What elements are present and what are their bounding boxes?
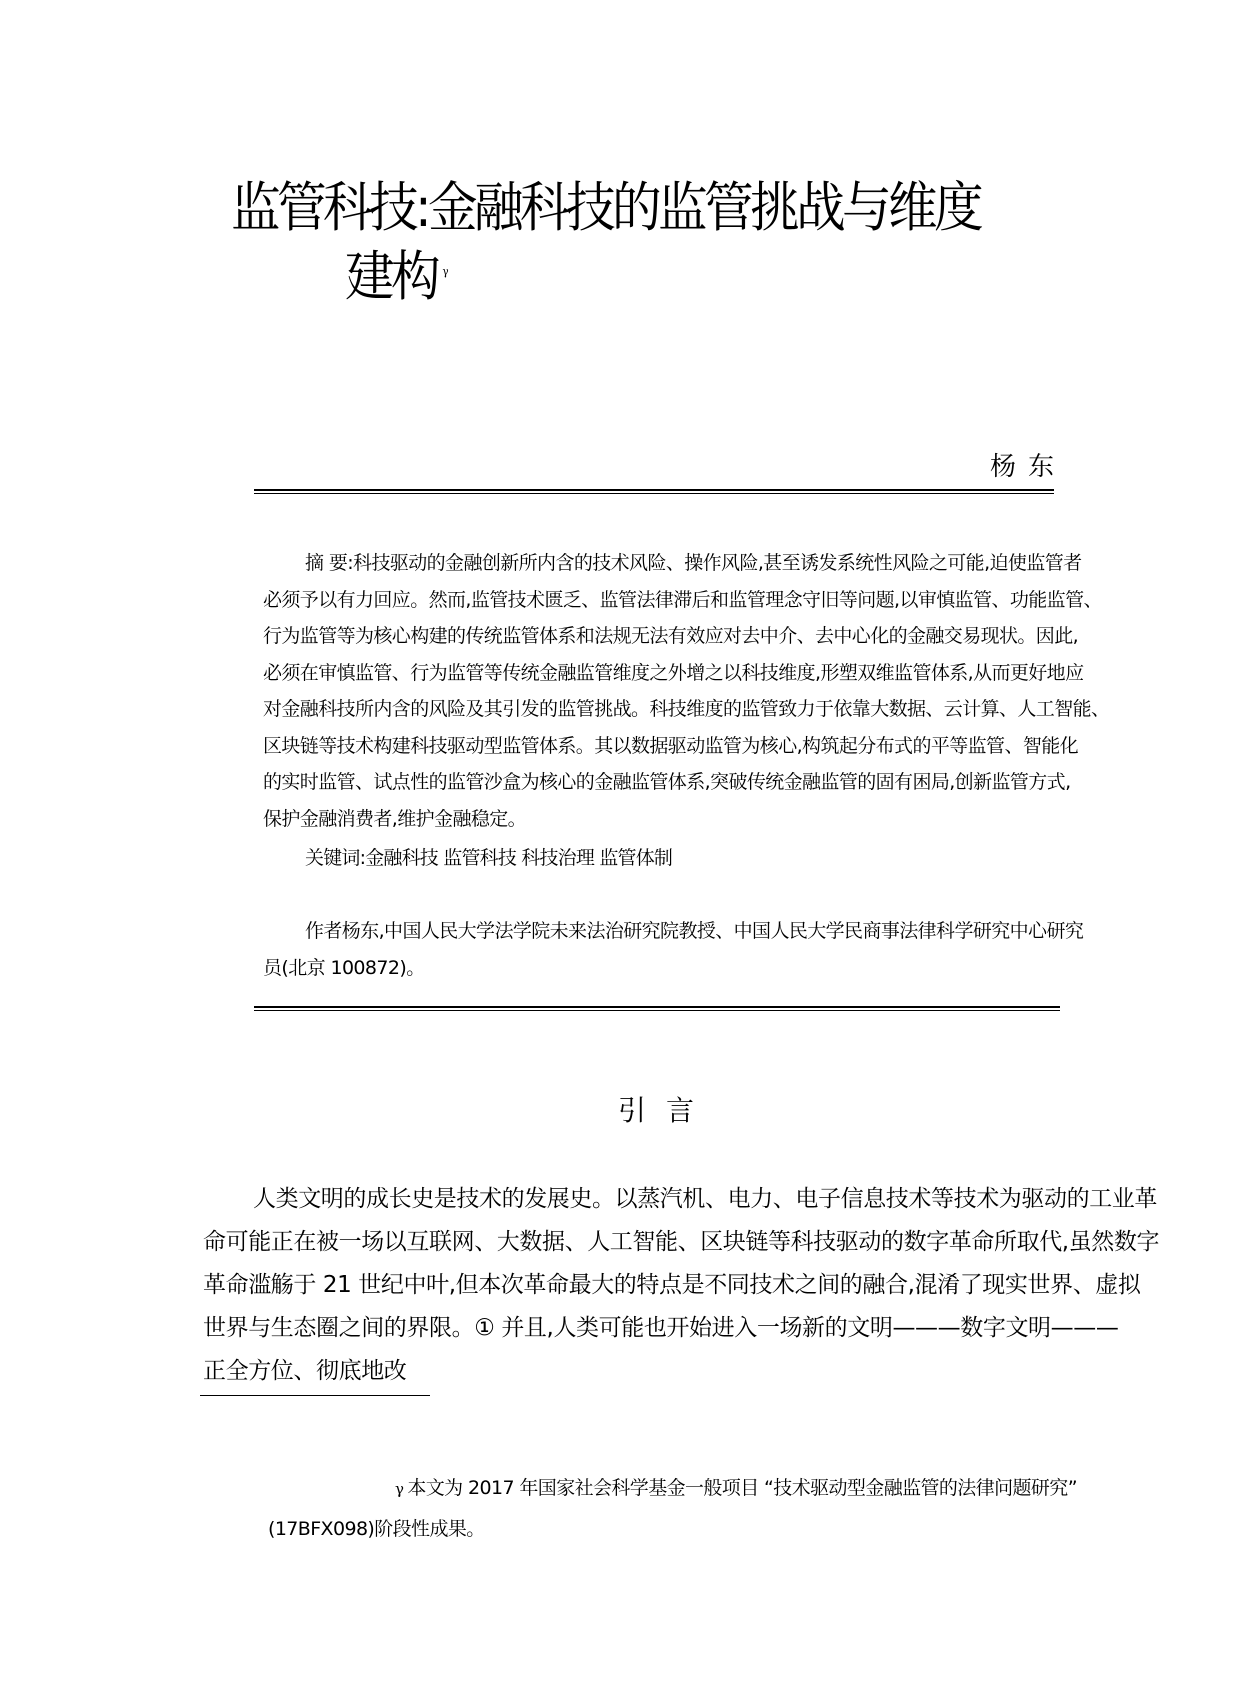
introduction-body <box>203 1178 1160 1393</box>
header-divider <box>254 489 1054 494</box>
footnote-divider <box>200 1395 430 1396</box>
body-line: 正全方位、彻底地改 <box>203 1358 407 1384</box>
article-title-line-1 <box>231 178 980 238</box>
body-line: 命可能正在被一场以互联网、大数据、人工智能、区块链等科技驱动的数字革命所取代,虽然数字 <box>203 1229 1160 1255</box>
footnote-text-line-2: (17BFX098)阶段性成果。 <box>268 1518 485 1540</box>
keywords: 关键词:金融科技 监管科技 科技治理 监管体制 <box>305 847 673 869</box>
footnote <box>268 1468 1077 1549</box>
abstract-line: 保护金融消费者,维护金融稳定。 <box>263 807 527 830</box>
author-affiliation-note <box>263 913 1083 986</box>
abstract-line: 对金融科技所内含的风险及其引发的监管挑战。科技维度的监管致力于依靠大数据、云计算、人工智能、 <box>263 698 1110 720</box>
body-line: 人类文明的成长史是技术的发展史。以蒸汽机、电力、电子信息技术等技术为驱动的工业革 <box>253 1186 1158 1212</box>
section-heading-introduction: 引言 <box>618 1094 715 1127</box>
abstract-line: 行为监管等为核心构建的传统监管体系和法规无法有效应对去中介、去中心化的金融交易现状。因此, <box>263 625 1079 647</box>
article-title-text-2: 建构 <box>345 245 437 308</box>
body-line: 革命滥觞于 21 世纪中叶,但本次革命最大的特点是不同技术之间的融合,混淆了现实世界、虚拟 <box>203 1272 1141 1298</box>
article-title-line-2 <box>345 242 449 307</box>
abstract-line: 摘 要:科技驱动的金融创新所内含的技术风险、操作风险,甚至诱发系统性风险之可能,迫使监管者 <box>305 552 1082 574</box>
footnote-marker: γ <box>395 1480 404 1498</box>
abstract-line: 的实时监管、试点性的监管沙盒为核心的金融监管体系,突破传统金融监管的固有困局,创新监管方式, <box>263 771 1071 793</box>
author-note-line: 员(北京 100872)。 <box>263 956 425 979</box>
author-name: 杨东 <box>990 452 1067 482</box>
author-note-line: 作者杨东,中国人民大学法学院未来法治研究院教授、中国人民大学民商事法律科学研究中心研究 <box>305 920 1084 942</box>
abstract-line: 区块链等技术构建科技驱动型监管体系。其以数据驱动监管为核心,构筑起分布式的平等监管、智能化 <box>263 734 1079 757</box>
footnote-text-line-1: 本文为 2017 年国家社会科学基金一般项目 “技术驱动型金融监管的法律问题研究” <box>407 1477 1077 1499</box>
title-footnote-marker[interactable]: γ <box>442 265 449 278</box>
body-line: 世界与生态圈之间的界限。① 并且,人类可能也开始进入一场新的文明———数字文明——— <box>203 1315 1119 1341</box>
article-title-text-1: 监管科技:金融科技的监管挑战与维度 <box>231 176 981 239</box>
abstract-divider <box>254 1006 1060 1011</box>
abstract-line: 必须在审慎监管、行为监管等传统金融监管维度之外增之以科技维度,形塑双维监管体系,从而更好地应 <box>263 661 1084 684</box>
abstract <box>263 545 1123 837</box>
abstract-line: 必须予以有力回应。然而,监管技术匮乏、监管法律滞后和监管理念守旧等问题,以审慎监管、功能监管、 <box>263 588 1102 611</box>
